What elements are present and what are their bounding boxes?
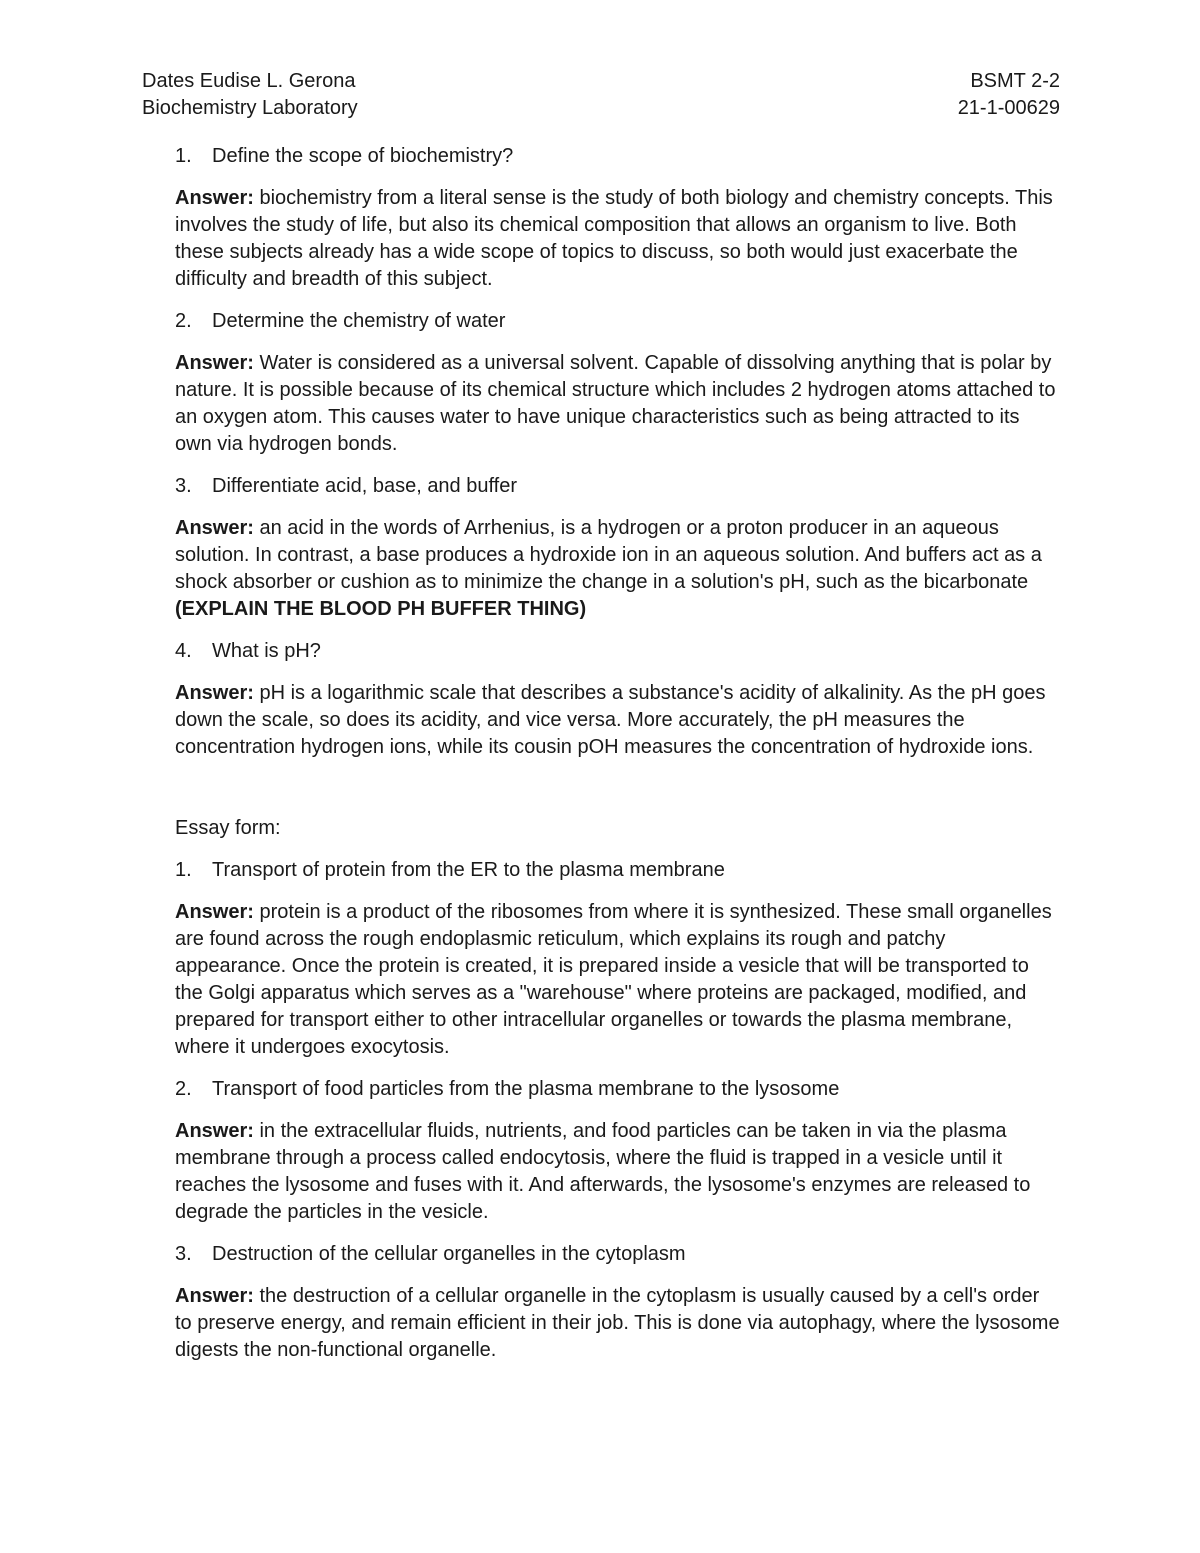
essay-prompt: Transport of food particles from the plasma membrane to the lysosome [212,1078,840,1100]
essay-item [175,1076,1060,1103]
answer-text: biochemistry from a literal sense is the study of both biology and chemistry concepts. This involves the study of life, but also its chemical composition that allows an organism to live. Both these subjects already has a wide scope of topics to discuss, so both would just exacerbate the difficulty and breadth of this subject. [175,187,1053,290]
answer-paragraph [175,1283,1060,1364]
answer-text: in the extracellular fluids, nutrients, and food particles can be taken in via the plasma membrane through a process called endocytosis, where the fluid is trapped in a vesicle until it reaches the lysosome and fuses with it. And afterwards, the lysosome's enzymes are released to degrade the particles in the vesicle. [175,1120,1031,1223]
answer-label: Answer: [175,901,254,923]
essay-prompt: Destruction of the cellular organelles in the cytoplasm [212,1243,686,1265]
answer-bold-note: (EXPLAIN THE BLOOD PH BUFFER THING) [175,598,587,620]
question-item [175,473,1060,500]
answer-label: Answer: [175,1120,254,1142]
essay-number: 1. [175,859,192,881]
student-section: BSMT 2-2 [970,70,1060,92]
essay-prompt: Transport of protein from the ER to the plasma membrane [212,859,725,881]
question-text: Determine the chemistry of water [212,310,506,332]
question-text: Define the scope of biochemistry? [212,145,514,167]
course-name: Biochemistry Laboratory [142,97,358,119]
question-item [175,143,1060,170]
header-row-1 [142,68,1060,95]
question-text: Differentiate acid, base, and buffer [212,475,518,497]
question-number: 4. [175,640,192,662]
answer-text: the destruction of a cellular organelle in the cytoplasm is usually caused by a cell's order to preserve energy, and remain efficient in their job. This is done via autophagy, where the lysosome digests the non-functional organelle. [175,1285,1060,1361]
answer-paragraph [175,899,1060,1061]
essay-item [175,1241,1060,1268]
question-number: 1. [175,145,192,167]
header-row-2 [142,95,1060,122]
question-number: 3. [175,475,192,497]
answer-paragraph [175,1118,1060,1226]
question-text: What is pH? [212,640,321,662]
answer-text: pH is a logarithmic scale that describes a substance's acidity of alkalinity. As the pH goes down the scale, so does its acidity, and vice versa. More accurately, the pH measures the concentration hydrogen ions, while its cousin pOH measures the concentration of hydroxide ions. [175,682,1046,758]
document-body [142,143,1060,1379]
question-number: 2. [175,310,192,332]
student-id: 21-1-00629 [957,97,1060,119]
question-item [175,308,1060,335]
answer-text: an acid in the words of Arrhenius, is a hydrogen or a proton producer in an aqueous solution. In contrast, a base produces a hydroxide ion in an aqueous solution. And buffers act as a shock absorber or cushion as to minimize the change in a solution's pH, such as the bicarbonate [175,517,1042,593]
answer-label: Answer: [175,517,254,539]
answer-paragraph [175,515,1060,623]
student-name: Dates Eudise L. Gerona [142,70,356,92]
essay-item [175,857,1060,884]
answer-label: Answer: [175,187,254,209]
answer-paragraph [175,185,1060,293]
essay-number: 2. [175,1078,192,1100]
answer-label: Answer: [175,352,254,374]
answer-text: Water is considered as a universal solvent. Capable of dissolving anything that is polar by nature. It is possible because of its chemical structure which includes 2 hydrogen atoms attached to an oxygen atom. This causes water to have unique characteristics such as being attracted to its own via hydrogen bonds. [175,352,1056,455]
essay-heading: Essay form: [175,817,281,839]
answer-paragraph [175,350,1060,458]
essay-number: 3. [175,1243,192,1265]
answer-text: protein is a product of the ribosomes from where it is synthesized. These small organelles are found across the rough endoplasmic reticulum, which explains its rough and patchy appearance. Once the protein is created, it is prepared inside a vesicle that will be transported to the Golgi apparatus which serves as a "warehouse" where proteins are packaged, modified, and prepared for transport either to other intracellular organelles or towards the plasma membrane, where it undergoes exocytosis. [175,901,1052,1058]
document-header [142,68,1060,122]
answer-paragraph [175,680,1060,761]
question-item [175,638,1060,665]
answer-label: Answer: [175,682,254,704]
answer-label: Answer: [175,1285,254,1307]
